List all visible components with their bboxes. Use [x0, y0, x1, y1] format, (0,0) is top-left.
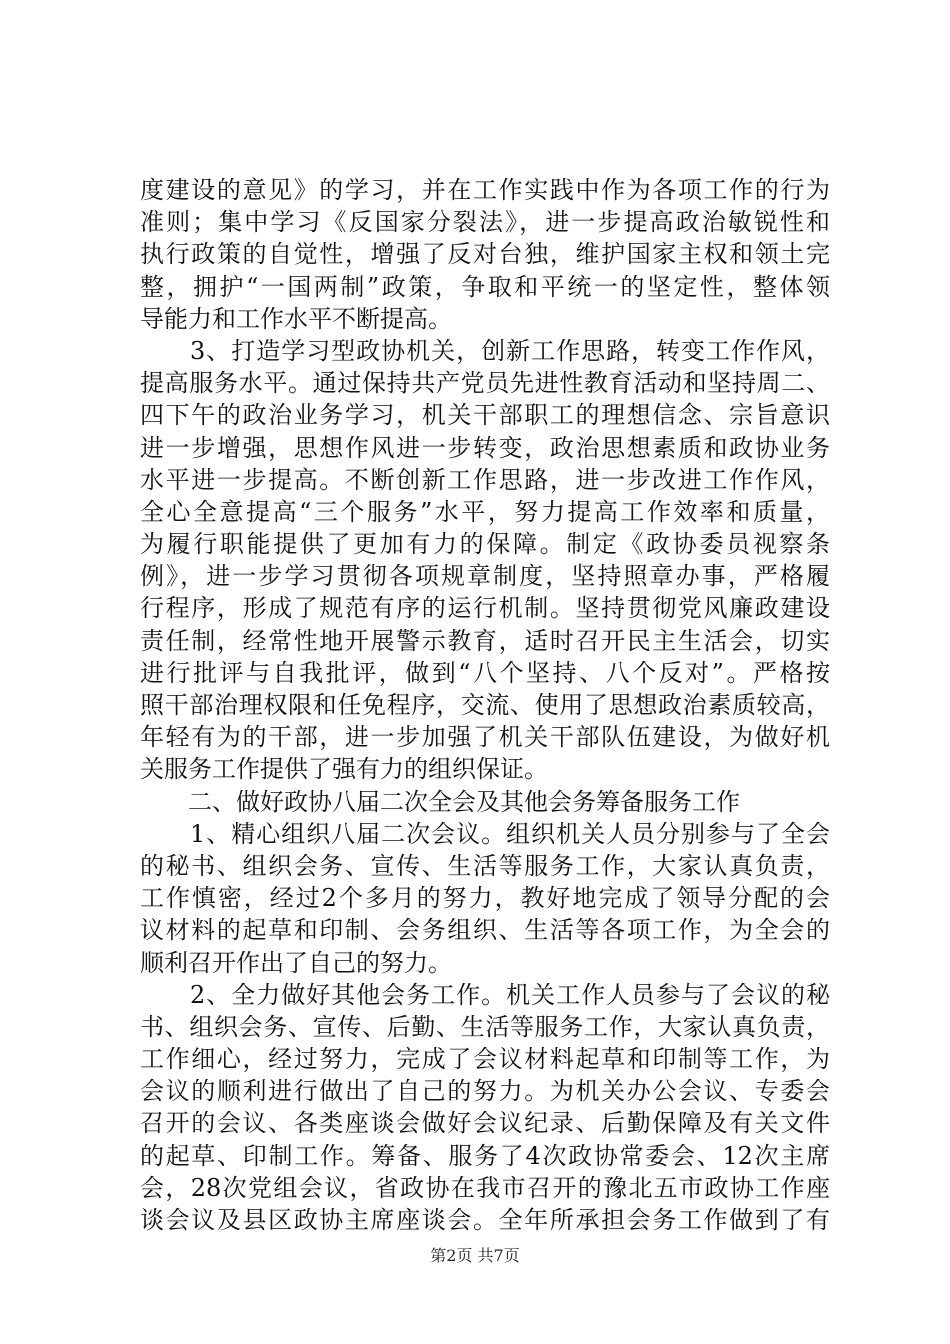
text-line: 的秘书、组织会务、宣传、生活等服务工作，大家认真负责， — [140, 851, 830, 880]
text-line: 书、组织会务、宣传、后勤、生活等服务工作，大家认真负责， — [140, 1012, 830, 1041]
text-line: 执行政策的自觉性，增强了反对台独，维护国家主权和领土完 — [140, 240, 830, 269]
text-line: 照干部治理权限和任免程序，交流、使用了思想政治素质较高， — [140, 691, 830, 719]
text-line: 提高服务水平。通过保持共产党员先进性教育活动和坚持周二、 — [140, 369, 830, 398]
text-line: 1、精心组织八届二次会议。组织机关人员分别参与了全会 — [140, 819, 830, 848]
text-line: 召开的会议、各类座谈会做好会议纪录、后勤保障及有关文件 — [140, 1109, 830, 1138]
text-line: 例》，进一步学习贯彻各项规章制度，坚持照章办事，严格履 — [140, 562, 830, 591]
text-line: 谈会议及县区政协主席座谈会。全年所承担会务工作做到了有 — [140, 1206, 830, 1234]
text-line: 议材料的起草和印制、会务组织、生活等各项工作，为全会的 — [140, 916, 830, 945]
text-line: 责任制，经常性地开展警示教育，适时召开民主生活会，切实 — [140, 626, 830, 655]
text-line: 导能力和工作水平不断提高。 — [140, 304, 452, 333]
page-number-footer: 第2页 共7页 — [430, 1246, 520, 1265]
document-body — [140, 174, 830, 1236]
text-line: 工作慎密，经过2个多月的努力，教好地完成了领导分配的会 — [140, 884, 830, 913]
text-line: 关服务工作提供了强有力的组织保证。 — [140, 755, 548, 784]
text-line: 水平进一步提高。不断创新工作思路，进一步改进工作作风， — [140, 465, 830, 494]
text-line: 进一步增强，思想作风进一步转变，政治思想素质和政协业务 — [140, 433, 830, 462]
text-line: 3、打造学习型政协机关，创新工作思路，转变工作作风， — [140, 336, 830, 365]
text-line: 整，拥护“一国两制”政策，争取和平统一的坚定性，整体领 — [140, 272, 830, 301]
text-line: 行程序，形成了规范有序的运行机制。坚持贯彻党风廉政建设 — [140, 594, 830, 623]
text-line: 准则；集中学习《反国家分裂法》，进一步提高政治敏锐性和 — [140, 208, 830, 237]
text-line: 为履行职能提供了更加有力的保障。制定《政协委员视察条 — [140, 530, 830, 559]
section-heading: 二、做好政协八届二次全会及其他会务筹备服务工作 — [140, 787, 740, 816]
text-line: 年轻有为的干部，进一步加强了机关干部队伍建设，为做好机 — [140, 723, 830, 752]
text-line: 会议的顺利进行做出了自己的努力。为机关办公会议、专委会 — [140, 1077, 830, 1106]
text-line: 2、全力做好其他会务工作。机关工作人员参与了会议的秘 — [140, 980, 830, 1009]
text-line: 工作细心，经过努力，完成了会议材料起草和印制等工作，为 — [140, 1045, 830, 1074]
text-line: 进行批评与自我批评，做到“八个坚持、八个反对”。严格按 — [140, 658, 830, 687]
text-line: 的起草、印制工作。筹备、服务了4次政协常委会、12次主席 — [140, 1141, 830, 1170]
text-line: 会，28次党组会议，省政协在我市召开的豫北五市政协工作座 — [140, 1173, 830, 1202]
text-line: 顺利召开作出了自己的努力。 — [140, 948, 452, 977]
text-line: 四下午的政治业务学习，机关干部职工的理想信念、宗旨意识 — [140, 401, 830, 430]
text-line: 度建设的意见》的学习，并在工作实践中作为各项工作的行为 — [140, 176, 830, 204]
text-line: 全心全意提高“三个服务”水平，努力提高工作效率和质量， — [140, 497, 830, 526]
